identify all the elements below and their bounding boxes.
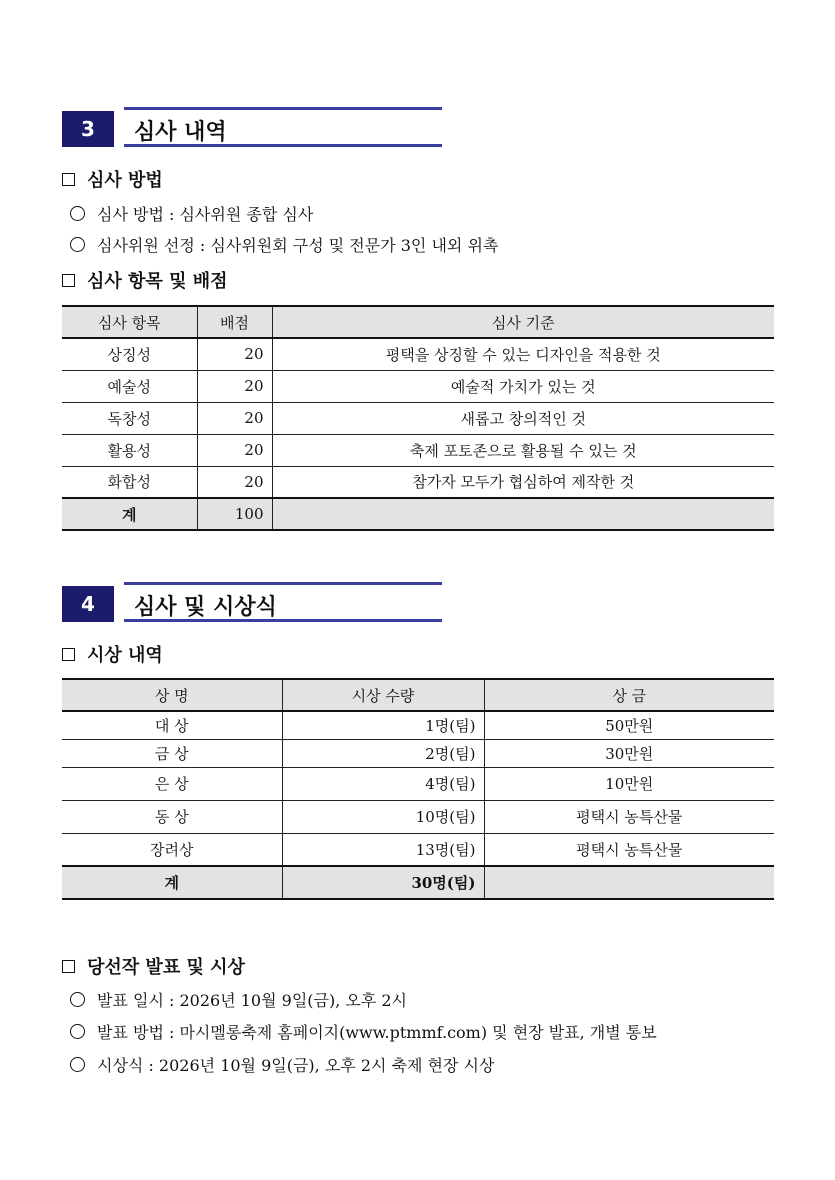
table-row xyxy=(62,833,774,866)
cell-award-name: 금 상 xyxy=(62,739,282,767)
square-bullet-icon xyxy=(62,648,75,661)
cell-award-name: 장려상 xyxy=(62,833,282,866)
table-row xyxy=(62,370,774,402)
cell-score: 20 xyxy=(197,434,272,466)
cell-score: 20 xyxy=(197,402,272,434)
table-total-row xyxy=(62,498,774,530)
cell-item: 독창성 xyxy=(62,402,197,434)
column-header: 심사 기준 xyxy=(272,306,774,338)
table-row xyxy=(62,767,774,800)
square-bullet-icon xyxy=(62,960,75,973)
section-title-frame xyxy=(124,582,442,622)
cell-award-prize: 평택시 농특산물 xyxy=(484,800,774,833)
cell-item: 상징성 xyxy=(62,338,197,370)
cell-award-prize: 10만원 xyxy=(484,767,774,800)
section-title-frame xyxy=(124,107,442,147)
cell-criterion: 축제 포토존으로 활용될 수 있는 것 xyxy=(272,434,774,466)
subheading-text: 심사 항목 및 배점 xyxy=(87,271,228,292)
table-row xyxy=(62,466,774,498)
table-row xyxy=(62,434,774,466)
table-header-row xyxy=(62,306,774,338)
cell-item: 활용성 xyxy=(62,434,197,466)
subheading-method xyxy=(62,166,163,192)
subheading-criteria xyxy=(62,267,228,293)
subheading-awards xyxy=(62,641,163,667)
subheading-announce xyxy=(62,953,245,979)
bullet-item xyxy=(70,988,407,1011)
subheading-text: 심사 방법 xyxy=(87,170,163,191)
cell-total-label: 계 xyxy=(62,498,197,530)
bullet-text: 심사 방법 : 심사위원 종합 심사 xyxy=(97,205,314,224)
cell-criterion: 평택을 상징할 수 있는 디자인을 적용한 것 xyxy=(272,338,774,370)
cell-award-prize: 30만원 xyxy=(484,739,774,767)
bullet-item xyxy=(70,202,313,225)
cell-item: 예술성 xyxy=(62,370,197,402)
subheading-text: 당선작 발표 및 시상 xyxy=(87,957,245,978)
column-header: 시상 수량 xyxy=(282,679,484,711)
cell-award-qty: 13명(팀) xyxy=(282,833,484,866)
bullet-item xyxy=(70,1053,494,1076)
table-row xyxy=(62,338,774,370)
table-total-row xyxy=(62,866,774,899)
cell-criterion: 참가자 모두가 협심하여 제작한 것 xyxy=(272,466,774,498)
cell-award-qty: 10명(팀) xyxy=(282,800,484,833)
cell-total-label: 계 xyxy=(62,866,282,899)
column-header: 상 금 xyxy=(484,679,774,711)
circle-bullet-icon xyxy=(70,206,85,221)
cell-award-name: 동 상 xyxy=(62,800,282,833)
bullet-text: 심사위원 선정 : 심사위원회 구성 및 전문가 3인 내외 위촉 xyxy=(97,236,499,255)
awards-table xyxy=(62,678,774,900)
cell-item: 화합성 xyxy=(62,466,197,498)
cell-award-qty: 4명(팀) xyxy=(282,767,484,800)
square-bullet-icon xyxy=(62,274,75,287)
section-3-header xyxy=(62,107,444,147)
table-row xyxy=(62,711,774,739)
circle-bullet-icon xyxy=(70,237,85,252)
column-header: 심사 항목 xyxy=(62,306,197,338)
section-4-header xyxy=(62,582,444,622)
cell-award-qty: 1명(팀) xyxy=(282,711,484,739)
table-row xyxy=(62,800,774,833)
section-number: 3 xyxy=(62,111,114,147)
cell-award-prize: 50만원 xyxy=(484,711,774,739)
table-row xyxy=(62,739,774,767)
bullet-text: 발표 일시 : 2026년 10월 9일(금), 오후 2시 xyxy=(97,991,408,1010)
section-title: 심사 및 시상식 xyxy=(134,595,277,620)
bullet-text: 발표 방법 : 마시멜롱축제 홈페이지(www.ptmmf.com) 및 현장 발표, 개별 통보 xyxy=(97,1023,657,1042)
cell-score: 20 xyxy=(197,370,272,402)
cell-empty xyxy=(484,866,774,899)
cell-criterion: 새롭고 창의적인 것 xyxy=(272,402,774,434)
bullet-item xyxy=(70,1020,657,1043)
criteria-table xyxy=(62,305,774,531)
bullet-item xyxy=(70,233,498,256)
circle-bullet-icon xyxy=(70,1024,85,1039)
square-bullet-icon xyxy=(62,173,75,186)
cell-award-name: 은 상 xyxy=(62,767,282,800)
cell-award-prize: 평택시 농특산물 xyxy=(484,833,774,866)
bullet-text: 시상식 : 2026년 10월 9일(금), 오후 2시 축제 현장 시상 xyxy=(97,1056,495,1075)
column-header: 상 명 xyxy=(62,679,282,711)
subheading-text: 시상 내역 xyxy=(87,645,163,666)
circle-bullet-icon xyxy=(70,992,85,1007)
table-row xyxy=(62,402,774,434)
table-header-row xyxy=(62,679,774,711)
section-number: 4 xyxy=(62,586,114,622)
cell-score: 20 xyxy=(197,338,272,370)
cell-score: 20 xyxy=(197,466,272,498)
cell-total-qty: 30명(팀) xyxy=(282,866,484,899)
section-title: 심사 내역 xyxy=(134,120,227,145)
column-header: 배점 xyxy=(197,306,272,338)
cell-empty xyxy=(272,498,774,530)
cell-criterion: 예술적 가치가 있는 것 xyxy=(272,370,774,402)
cell-total-score: 100 xyxy=(197,498,272,530)
circle-bullet-icon xyxy=(70,1057,85,1072)
cell-award-qty: 2명(팀) xyxy=(282,739,484,767)
cell-award-name: 대 상 xyxy=(62,711,282,739)
